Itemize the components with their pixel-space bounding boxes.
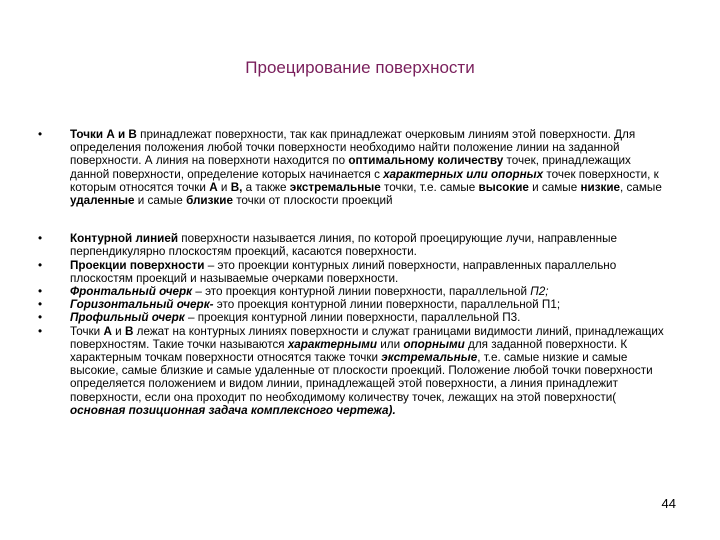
text-bold-italic: опорными <box>403 337 465 351</box>
text-bold: Точки А и В <box>70 128 137 141</box>
text-bold: А <box>209 180 218 194</box>
paragraph-points-a-b <box>38 128 670 207</box>
paragraph-horizontal-outline <box>38 298 670 311</box>
slide-content <box>38 128 670 417</box>
text: точки от плоскости проекций <box>232 194 393 208</box>
text-italic: П2; <box>530 285 549 299</box>
paragraph-frontal-outline <box>38 285 670 298</box>
text: точки, т.е. самые <box>380 180 479 194</box>
bullet: • <box>38 298 43 312</box>
text: , т.е. самые низкие и самые высокие, самые близкие и самые удаленные от плоскости проекций. Положение любой точки поверхности определяется положением и видом линии, принадлежащей этой поверхности, а линия принадлежит поверхности, если она проходит по необходимому количеству точек, лежащих на этой поверхности( <box>70 351 653 404</box>
text: это проекция контурной линии поверхности, параллельной П1; <box>213 298 561 312</box>
text-bold: Проекции поверхности <box>70 258 205 272</box>
text-bold: В, <box>230 180 243 194</box>
bullet: • <box>38 324 43 338</box>
text: а также <box>242 180 290 194</box>
text-bold: оптимальному количеству <box>348 154 504 168</box>
text: и самые <box>134 194 187 208</box>
bullet: • <box>38 232 43 246</box>
paragraph-profile-outline <box>38 311 670 324</box>
text-bold: экстремальные <box>289 180 381 194</box>
text: – проекция контурной линии поверхности, параллельной П3. <box>184 311 521 325</box>
text-bold-italic: характерными <box>287 337 378 351</box>
bullet: • <box>38 258 43 272</box>
text-bold: В <box>124 324 134 338</box>
page-number: 44 <box>661 496 676 511</box>
text-bold-italic: основная позиционная задача комплексного чертежа). <box>70 403 396 417</box>
text: – это проекция контурной линии поверхности, параллельной <box>192 285 531 299</box>
paragraph-contour-line <box>38 232 670 258</box>
paragraph-surface-projections <box>38 259 670 285</box>
text-bold: близкие <box>186 194 233 208</box>
text: и самые <box>528 180 581 194</box>
text: , самые <box>620 180 662 194</box>
text-bold-italic: экстремальные <box>381 351 478 365</box>
text-bold-italic: характерных или опорных <box>383 167 544 181</box>
text: лежат на контурных линиях поверхности и служат границами видимости линий, принадлежащих поверхностям. Такие точки называются <box>70 324 664 351</box>
text-bold-italic: Профильный очерк <box>70 311 185 325</box>
text-bold-italic: Фронтальный очерк <box>70 285 193 299</box>
text: точек, принадлежащих данной поверхности, определение которых начинается с <box>70 154 631 181</box>
text-bold: удаленные <box>70 194 135 208</box>
text: или <box>377 337 404 351</box>
paragraph-characteristic-points <box>38 325 670 417</box>
text: поверхности называется линия, по которой проецирующие лучи, направленные перпендикулярно плоскостям проекций, касаются поверхности. <box>70 232 617 259</box>
bullet: • <box>38 128 43 141</box>
text: Точки <box>70 324 104 338</box>
text: точек поверхности, к которым относятся точки <box>70 167 659 194</box>
text: – это проекции контурных линий поверхности, направленных параллельно плоскостям проекций и называемые очерками поверхности. <box>70 258 617 285</box>
text-bold: низкие <box>580 180 621 194</box>
text: и <box>111 324 125 338</box>
text-bold: А <box>103 324 112 338</box>
bullet: • <box>38 311 43 325</box>
text: и <box>217 180 231 194</box>
text: для заданной поверхности. К характерным точкам поверхности относятся также точки <box>70 337 628 365</box>
text: принадлежат поверхности, так как принадлежат очерковым линиям этой поверхности. Для определения положения любой точки поверхности необходимо найти положение линии на заданной поверхности. А линия на поверхноти находится по <box>70 128 636 168</box>
bullet: • <box>38 285 43 299</box>
text-bold: высокие <box>478 180 529 194</box>
text-bold: Контурной линией <box>70 232 179 246</box>
text-bold-italic: Горизонтальный очерк- <box>70 298 214 312</box>
slide-title: Проецирование поверхности <box>245 58 475 77</box>
